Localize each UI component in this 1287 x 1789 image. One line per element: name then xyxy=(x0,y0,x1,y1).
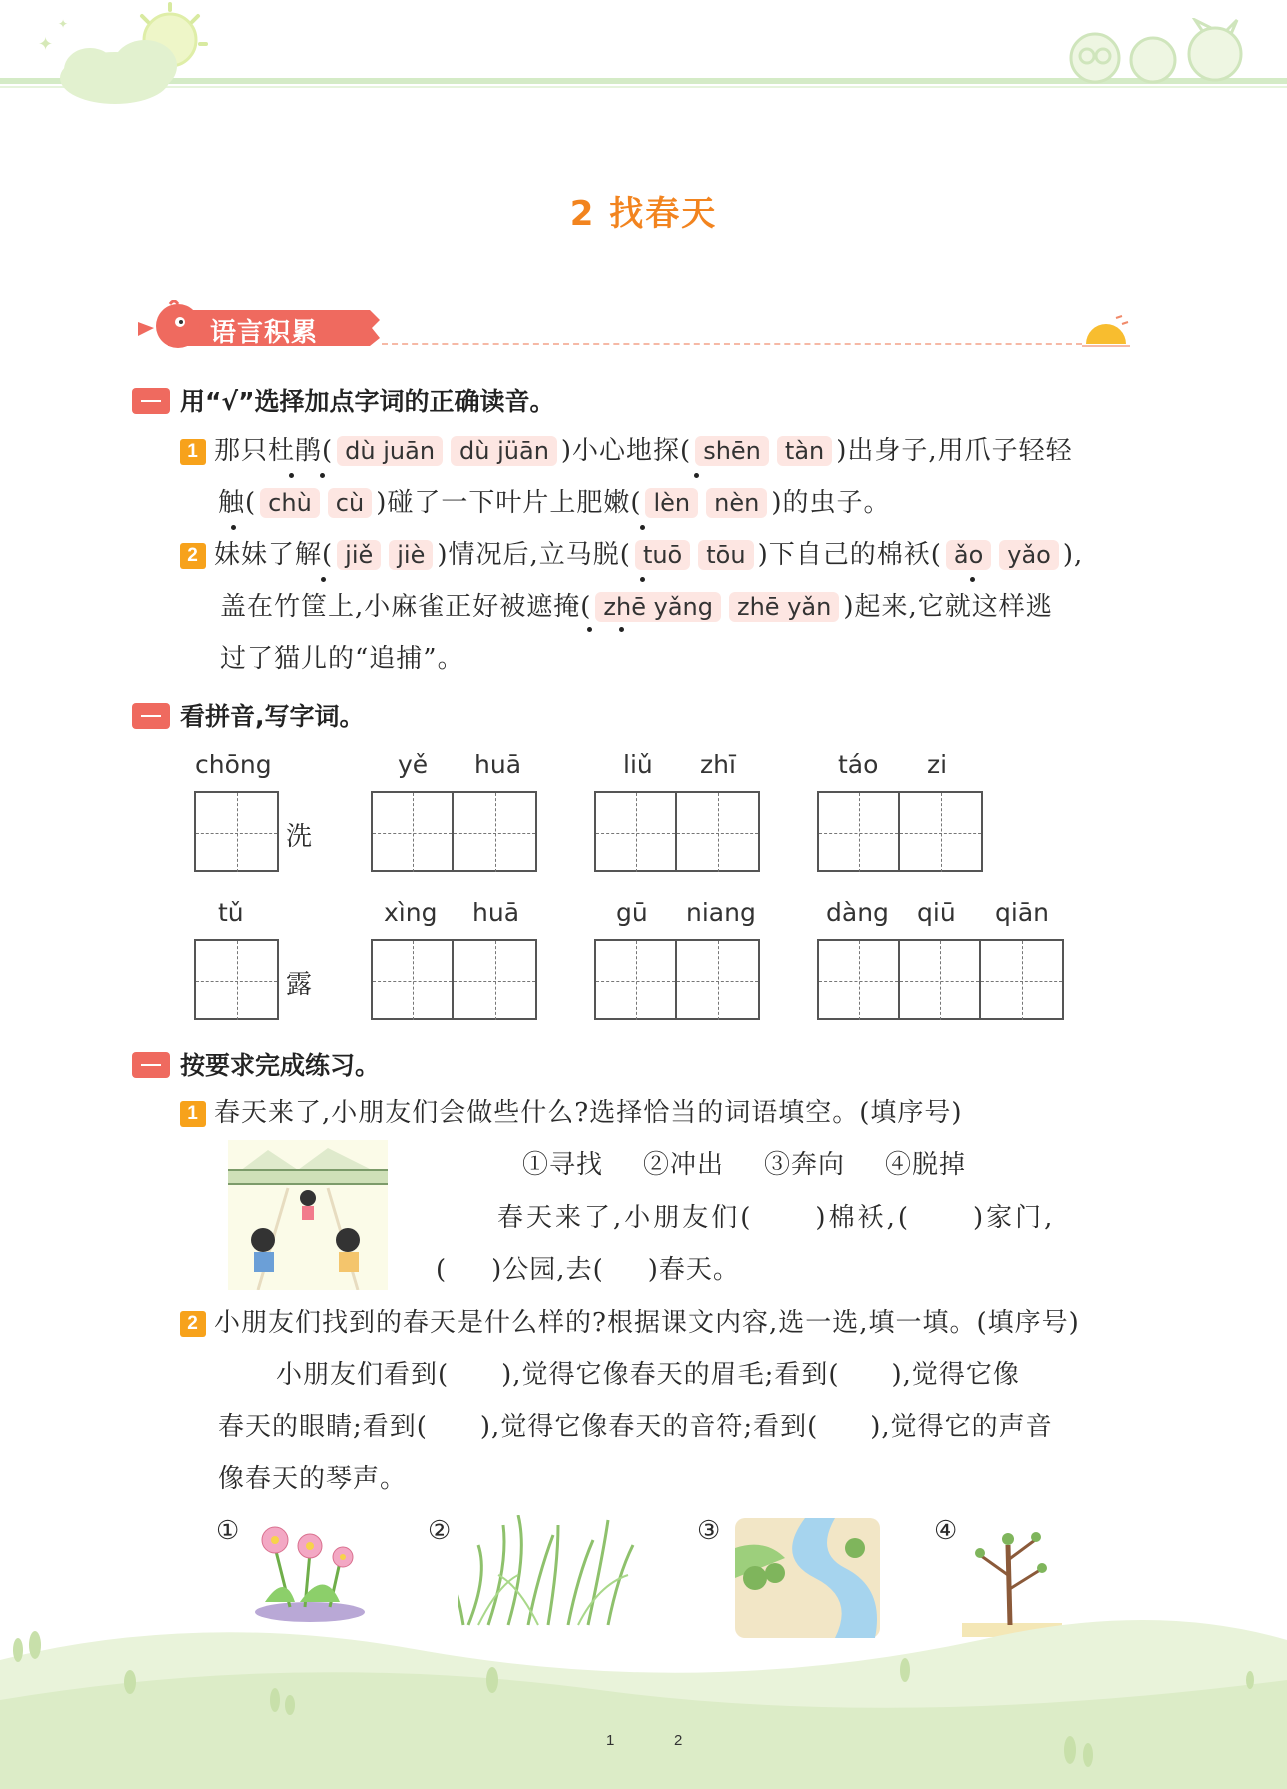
pinyin-label: zhī xyxy=(700,750,736,779)
q3-item2-badge: 2 xyxy=(180,1311,206,1337)
writing-grid xyxy=(371,791,537,872)
option-3: ③奔向 xyxy=(764,1150,846,1180)
pinyin-option[interactable]: shēn xyxy=(695,436,769,466)
pinyin-label: huā xyxy=(474,750,522,779)
pinyin-option[interactable]: dù juān xyxy=(337,436,443,466)
writing-grid xyxy=(817,939,1064,1020)
section-divider xyxy=(382,343,1082,345)
pinyin-option[interactable]: cù xyxy=(328,488,372,518)
writing-cell[interactable] xyxy=(596,793,677,872)
sun-cloud-icon xyxy=(20,0,210,120)
writing-grid xyxy=(594,791,760,872)
pinyin-option[interactable]: nèn xyxy=(706,488,767,518)
given-character: 露 xyxy=(286,970,313,1000)
q3-heading xyxy=(132,1046,380,1082)
q2-number-badge xyxy=(132,703,170,729)
svg-text:✦: ✦ xyxy=(58,17,69,31)
pinyin-option[interactable]: ǎo xyxy=(946,540,991,570)
q1-item1-line1: 1 那只杜鹃( dù juān dù jüān )小心地探( shēn tàn )出身子,用爪子轻轻 xyxy=(180,436,1073,466)
pic-label-3: ③ xyxy=(697,1516,722,1546)
writing-grid xyxy=(194,939,279,1020)
writing-cell[interactable] xyxy=(196,793,277,872)
q1-item2-line1: 2 妹妹了解( jiě jiè )情况后,立马脱( tuō tōu )下自己的棉袄( ǎo yǎo ), xyxy=(180,540,1083,570)
writing-cell[interactable] xyxy=(677,793,758,872)
q1-item2-badge: 2 xyxy=(180,543,206,569)
q3-item2-para3: 像春天的琴声。 xyxy=(218,1464,408,1494)
pinyin-option[interactable]: tàn xyxy=(777,436,832,466)
option-4: ④脱掉 xyxy=(885,1150,967,1180)
pinyin-label: yě xyxy=(398,750,429,779)
pinyin-option[interactable]: jiě xyxy=(337,540,381,570)
writing-cell[interactable] xyxy=(819,941,900,1020)
pinyin-label: niang xyxy=(686,898,756,927)
writing-cell[interactable] xyxy=(196,941,277,1020)
pic-label-2: ② xyxy=(428,1516,453,1546)
pinyin-label: tǔ xyxy=(218,898,244,927)
pinyin-label: zi xyxy=(927,750,948,779)
writing-cell[interactable] xyxy=(596,941,677,1020)
pinyin-label: dàng xyxy=(826,898,889,927)
pinyin-label: qiū xyxy=(917,898,956,927)
option-2: ②冲出 xyxy=(643,1150,725,1180)
pic-label-4: ④ xyxy=(934,1516,959,1546)
q1-item1-badge: 1 xyxy=(180,439,206,465)
given-character: 洗 xyxy=(286,822,313,852)
page-number-right: 2 xyxy=(674,1732,683,1749)
hills-decoration xyxy=(0,1600,1287,1789)
animal-friends-icon xyxy=(1055,18,1255,88)
q3-heading-text: 按要求完成练习。 xyxy=(180,1051,381,1080)
q1-heading-text: 用“√”选择加点字词的正确读音。 xyxy=(180,387,555,416)
writing-grid xyxy=(194,791,279,872)
pinyin-option[interactable]: chù xyxy=(260,488,320,518)
pinyin-option[interactable]: lèn xyxy=(645,488,698,518)
writing-grid xyxy=(594,939,760,1020)
q3-options xyxy=(522,1150,966,1180)
q2-heading-text: 看拼音,写字词。 xyxy=(180,702,365,731)
q3-item2-prompt: 2 小朋友们找到的春天是什么样的?根据课文内容,选一选,填一填。(填序号) xyxy=(180,1308,1080,1338)
pic-label-1: ① xyxy=(216,1516,241,1546)
pinyin-option[interactable]: tōu xyxy=(698,540,753,570)
writing-cell[interactable] xyxy=(454,941,535,1020)
pinyin-option[interactable]: zhē yǎn xyxy=(729,592,839,622)
svg-text:✦: ✦ xyxy=(38,34,54,55)
q1-item1-line2: 触( chù cù )碰了一下叶片上肥嫩( lèn nèn )的虫子。 xyxy=(218,488,891,518)
pinyin-label: huā xyxy=(472,898,520,927)
pinyin-label: chōng xyxy=(195,750,272,779)
option-1: ①寻找 xyxy=(522,1150,604,1180)
writing-cell[interactable] xyxy=(677,941,758,1020)
pinyin-label: qiān xyxy=(995,898,1049,927)
writing-cell[interactable] xyxy=(900,793,981,872)
pinyin-label: gū xyxy=(616,898,648,927)
writing-cell[interactable] xyxy=(819,793,900,872)
q1-item2-line3: 过了猫儿的“追捕”。 xyxy=(220,644,465,674)
pinyin-option[interactable]: jiè xyxy=(389,540,433,570)
writing-cell[interactable] xyxy=(981,941,1062,1020)
section-label: 语言积累 xyxy=(210,318,319,348)
q3-item1-sentence1: 春天来了,小朋友们( )棉袄,( )家门, xyxy=(497,1203,1056,1233)
q1-heading xyxy=(132,382,555,418)
pinyin-option[interactable]: tuō xyxy=(635,540,690,570)
q3-item1-prompt: 1 春天来了,小朋友们会做些什么?选择恰当的词语填空。(填序号) xyxy=(180,1098,963,1128)
writing-cell[interactable] xyxy=(454,793,535,872)
q2-heading xyxy=(132,697,365,733)
pinyin-option[interactable]: zhē yǎng xyxy=(595,592,721,622)
q3-item2-para2: 春天的眼睛;看到( ),觉得它像春天的音符;看到( ),觉得它的声音 xyxy=(218,1412,1053,1442)
writing-grid xyxy=(817,791,983,872)
writing-cell[interactable] xyxy=(373,941,454,1020)
pinyin-label: táo xyxy=(838,750,879,779)
writing-cell[interactable] xyxy=(373,793,454,872)
page-title: 2 找春天 xyxy=(569,194,718,234)
children-running-illustration xyxy=(228,1140,388,1290)
q3-number-badge xyxy=(132,1052,170,1078)
q1-item2-line2: 盖在竹筐上,小麻雀正好被遮掩( zhē yǎng zhē yǎn )起来,它就这样逃 xyxy=(220,592,1053,622)
q1-number-badge xyxy=(132,388,170,414)
writing-grid xyxy=(371,939,537,1020)
pinyin-option[interactable]: yǎo xyxy=(999,540,1059,570)
q3-item1-badge: 1 xyxy=(180,1101,206,1127)
writing-cell[interactable] xyxy=(900,941,981,1020)
q3-item2-para1: 小朋友们看到( ),觉得它像春天的眉毛;看到( ),觉得它像 xyxy=(276,1360,1020,1390)
pinyin-option[interactable]: dù jüān xyxy=(451,436,557,466)
pinyin-label: liǔ xyxy=(623,750,653,779)
pinyin-label: xìng xyxy=(384,898,438,927)
q3-item1-sentence2: ( )公园,去( )春天。 xyxy=(436,1255,740,1285)
sunrise-icon xyxy=(1080,312,1132,352)
page-number-left: 1 xyxy=(606,1732,615,1749)
